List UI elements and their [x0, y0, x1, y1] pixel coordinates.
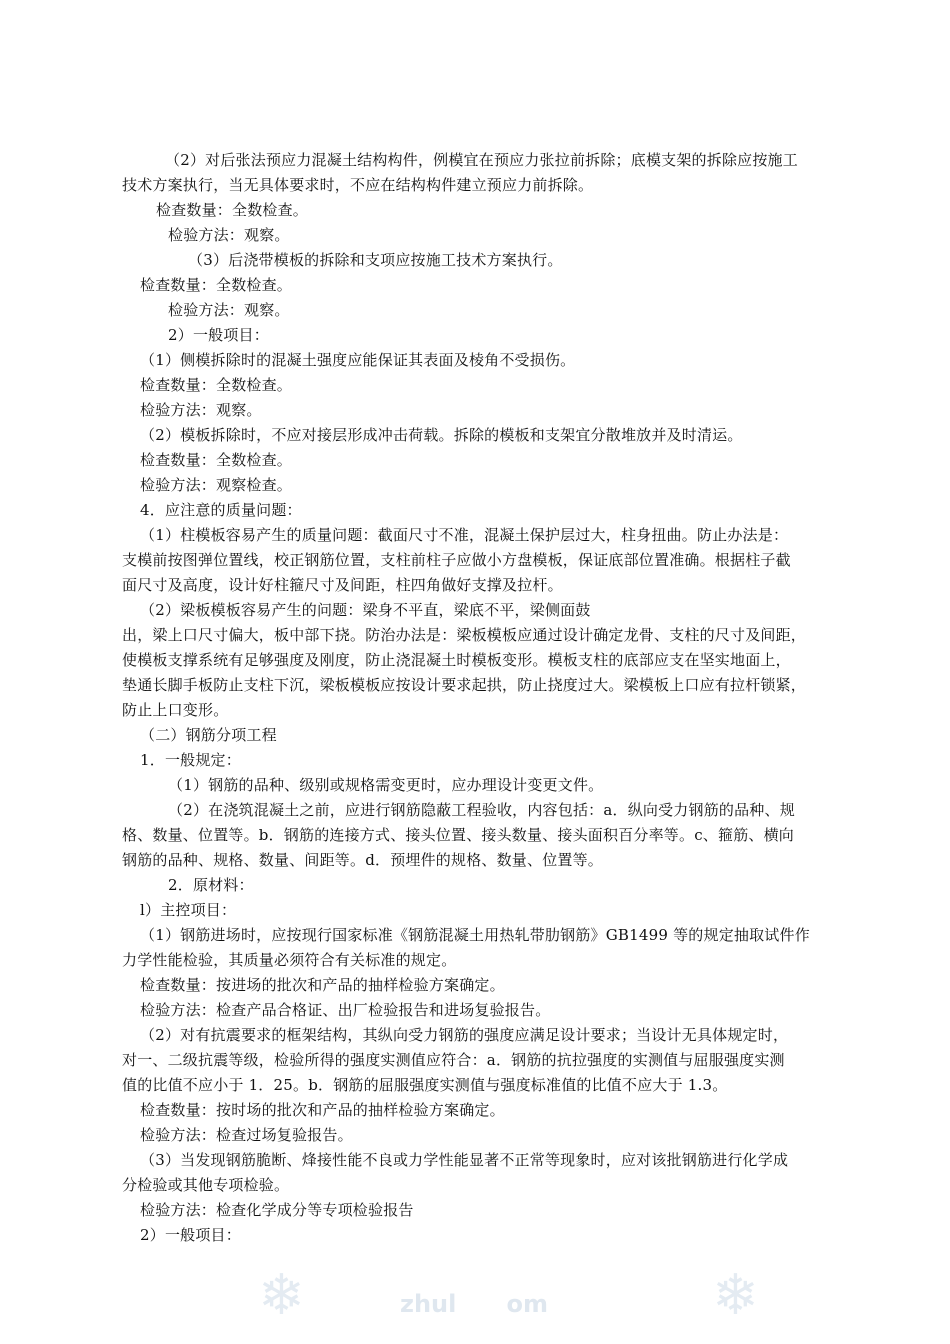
text-line: 检验方法：检查化学成分等专项检验报告	[140, 1201, 414, 1219]
text-line: 检查数量：全数检查。	[140, 451, 293, 469]
text-line: （1）侧模拆除时的混凝土强度应能保证其表面及棱角不受损伤。	[140, 351, 576, 369]
text-line: 2）一般项目：	[168, 326, 269, 344]
text-line: 检验方法：检查产品合格证、出厂检验报告和进场复验报告。	[140, 1001, 551, 1019]
text-line: （2）对有抗震要求的框架结构，其纵向受力钢筋的强度应满足设计要求；当设计无具体规定时，	[140, 1026, 789, 1044]
text-line: 对一、二级抗震等级，检验所得的强度实测值应符合：a．钢筋的抗拉强度的实测值与屈服强度实测	[122, 1051, 785, 1069]
text-line: 检查数量：全数检查。	[140, 276, 293, 294]
text-line: 检验方法：观察。	[140, 401, 262, 419]
text-line: 检验方法：检查过场复验报告。	[140, 1126, 353, 1144]
text-line: 检查数量：按时场的批次和产品的抽样检验方案确定。	[140, 1101, 505, 1119]
snowflake-watermark-icon: ❄	[712, 1263, 759, 1328]
text-line: 检验方法：观察。	[168, 226, 290, 244]
text-line: （1）钢筋的品种、级别或规格需变更时，应办理设计变更文件。	[168, 776, 604, 794]
text-line: 面尺寸及高度，设计好柱箍尺寸及间距，柱四角做好支撑及拉杆。	[122, 576, 563, 594]
text-line: 分检验或其他专项检验。	[122, 1176, 290, 1194]
text-line: 检验方法：观察。	[168, 301, 290, 319]
text-line: 出，梁上口尺寸偏大，板中部下挠。防治办法是：梁板模板应通过设计确定龙骨、支柱的尺寸及间距，	[122, 626, 807, 644]
text-line: 使模板支撑系统有足够强度及刚度，防止浇混凝土时模板变形。模板支柱的底部应支在坚实地面上，	[122, 651, 791, 669]
text-line: （2）对后张法预应力混凝土结构构件，例模宜在预应力张拉前拆除；底模支架的拆除应按施工	[165, 151, 798, 169]
section-heading: 4．应注意的质量问题：	[140, 501, 302, 519]
text-line: （2）模板拆除时，不应对接层形成冲击荷载。拆除的模板和支架宜分散堆放并及时清运。	[140, 426, 743, 444]
text-line: 力学性能检验，其质量必须符合有关标准的规定。	[122, 951, 457, 969]
text-line: （1）柱模板容易产生的质量问题：截面尺寸不准，混凝土保护层过大，柱身扭曲。防止办法是：	[140, 526, 789, 544]
text-line: 支模前按图弹位置线，校正钢筋位置，支柱前柱子应做小方盘模板，保证底部位置准确。根据柱子截	[122, 551, 791, 569]
text-line: （2）梁板模板容易产生的问题：梁身不平直，梁底不平，梁侧面鼓	[140, 601, 591, 619]
text-line: （3）当发现钢筋脆断、烽接性能不良或力学性能显著不正常等现象时，应对该批钢筋进行化学成	[140, 1151, 789, 1169]
section-heading: 2．原材料：	[168, 876, 254, 894]
text-line: 钢筋的品种、规格、数量、间距等。d．预埋件的规格、数量、位置等。	[122, 851, 604, 869]
section-heading: 2）一般项目：	[140, 1226, 241, 1244]
text-line: 技术方案执行，当无具体要求时，不应在结构构件建立预应力前拆除。	[122, 176, 594, 194]
text-line: 检查数量：全数检查。	[140, 376, 293, 394]
text-line: 值的比值不应小于 1．25。b．钢筋的屈服强度实测值与强度标准值的比值不应大于 1.3。	[122, 1076, 728, 1094]
text-line: 检验方法：观察检查。	[140, 476, 293, 494]
section-heading: 1．一般规定：	[140, 751, 241, 769]
section-heading: （二）钢筋分项工程	[140, 726, 277, 744]
text-line: （1）钢筋进场时，应按现行国家标准《钢筋混凝土用热轧带肋钢筋》GB1499 等的规定抽取试件作	[140, 926, 810, 944]
text-line: 垫通长脚手板防止支柱下沉，梁板模板应按设计要求起拱，防止挠度过大。梁模板上口应有拉杆锁紧，	[122, 676, 807, 694]
text-line: 检查数量：全数检查。	[156, 201, 309, 219]
text-line: （2）在浇筑混凝土之前，应进行钢筋隐蔽工程验收，内容包括：a．纵向受力钢筋的品种、规	[168, 801, 795, 819]
text-line: 检查数量：按进场的批次和产品的抽样检验方案确定。	[140, 976, 505, 994]
text-line: 防止上口变形。	[122, 701, 229, 719]
text-line: 格、数量、位置等。b．钢筋的连接方式、接头位置、接头数量、接头面积百分率等。c、箍筋、横向	[122, 826, 795, 844]
text-line: （3）后浇带模板的拆除和支项应按施工技术方案执行。	[188, 251, 563, 269]
watermark-text: zhul om	[400, 1290, 548, 1318]
snowflake-watermark-icon: ❄	[258, 1263, 305, 1328]
section-heading: l）主控项目：	[140, 901, 237, 919]
